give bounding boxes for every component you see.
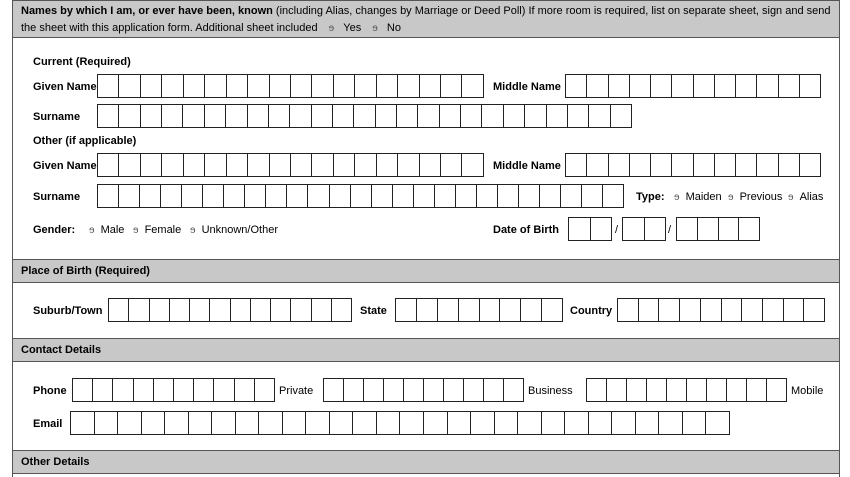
char-box[interactable]: [141, 74, 162, 98]
place-of-birth-heading: Place of Birth (Required): [21, 265, 150, 277]
char-box[interactable]: [227, 153, 248, 177]
male-checkbox-icon[interactable]: ɘ: [89, 224, 95, 236]
other-details-band: [12, 450, 840, 474]
char-box[interactable]: [270, 153, 291, 177]
char-box[interactable]: [398, 153, 419, 177]
other-middle-name-boxes[interactable]: [565, 153, 821, 177]
char-box[interactable]: [162, 74, 183, 98]
char-box[interactable]: [742, 298, 763, 322]
char-box[interactable]: [224, 184, 245, 208]
char-box[interactable]: [461, 104, 482, 128]
char-box[interactable]: [376, 104, 397, 128]
dob-month-boxes[interactable]: [622, 217, 666, 241]
char-box[interactable]: [459, 298, 480, 322]
char-box[interactable]: [477, 184, 498, 208]
char-box[interactable]: [150, 298, 170, 322]
char-box[interactable]: [645, 217, 667, 241]
char-box[interactable]: [162, 153, 183, 177]
char-box[interactable]: [142, 411, 166, 435]
char-box[interactable]: [377, 411, 401, 435]
char-box[interactable]: [393, 184, 414, 208]
char-box[interactable]: [568, 104, 589, 128]
char-box[interactable]: [344, 378, 364, 402]
char-box[interactable]: [140, 184, 161, 208]
maiden-checkbox-icon[interactable]: ɘ: [674, 191, 680, 203]
char-box[interactable]: [312, 104, 333, 128]
char-box[interactable]: [259, 411, 283, 435]
gender-option-male[interactable]: [89, 224, 124, 236]
char-box[interactable]: [659, 298, 680, 322]
char-box[interactable]: [444, 378, 464, 402]
char-box[interactable]: [612, 411, 636, 435]
private-label: Private: [279, 385, 314, 397]
char-box[interactable]: [377, 153, 398, 177]
char-box[interactable]: [212, 411, 236, 435]
current-heading: Current (Required): [33, 56, 131, 68]
char-box[interactable]: [698, 217, 719, 241]
unknown-checkbox-icon[interactable]: ɘ: [190, 224, 196, 236]
gender-option-female[interactable]: [133, 224, 181, 236]
char-box[interactable]: [498, 184, 519, 208]
char-box[interactable]: [694, 74, 715, 98]
char-box[interactable]: [542, 298, 563, 322]
char-box[interactable]: [323, 378, 344, 402]
current-middle-name-label: Middle Name: [493, 81, 561, 93]
char-box[interactable]: [659, 411, 683, 435]
char-box[interactable]: [622, 217, 645, 241]
contact-details-frame: [12, 362, 840, 451]
dob-day-boxes[interactable]: [568, 217, 612, 241]
char-box[interactable]: [184, 153, 205, 177]
char-box[interactable]: [332, 298, 352, 322]
additional-sheet-yes-label: Yes: [343, 22, 362, 34]
char-box[interactable]: [269, 104, 290, 128]
char-box[interactable]: [441, 153, 462, 177]
char-box[interactable]: [582, 184, 603, 208]
char-box[interactable]: [438, 298, 459, 322]
char-box[interactable]: [418, 104, 439, 128]
char-box[interactable]: [617, 298, 639, 322]
char-box[interactable]: [334, 74, 355, 98]
char-box[interactable]: [779, 74, 800, 98]
char-box[interactable]: [722, 298, 743, 322]
char-box[interactable]: [757, 74, 778, 98]
char-box[interactable]: [500, 298, 521, 322]
other-heading: Other (if applicable): [33, 135, 137, 147]
char-box[interactable]: [680, 298, 701, 322]
char-box[interactable]: [271, 298, 291, 322]
char-box[interactable]: [95, 411, 119, 435]
char-box[interactable]: [565, 74, 587, 98]
state-label: State: [360, 305, 387, 317]
char-box[interactable]: [306, 411, 330, 435]
char-box[interactable]: [484, 378, 504, 402]
char-box[interactable]: [351, 184, 372, 208]
type-option-previous[interactable]: [728, 191, 782, 203]
char-box[interactable]: [377, 74, 398, 98]
female-label: Female: [144, 224, 182, 236]
char-box[interactable]: [397, 104, 418, 128]
char-box[interactable]: [609, 74, 630, 98]
char-box[interactable]: [763, 298, 784, 322]
gender-option-unknown[interactable]: [190, 224, 278, 236]
char-box[interactable]: [70, 411, 95, 435]
char-box[interactable]: [248, 153, 269, 177]
char-box[interactable]: [414, 184, 435, 208]
char-box[interactable]: [97, 153, 119, 177]
char-box[interactable]: [784, 298, 805, 322]
alias-checkbox-icon[interactable]: ɘ: [788, 191, 794, 203]
char-box[interactable]: [525, 104, 546, 128]
type-label: Type:: [636, 191, 665, 203]
char-box[interactable]: [400, 411, 424, 435]
char-box[interactable]: [184, 74, 205, 98]
char-box[interactable]: [189, 411, 213, 435]
char-box[interactable]: [589, 104, 610, 128]
char-box[interactable]: [97, 74, 119, 98]
char-box[interactable]: [687, 378, 707, 402]
char-box[interactable]: [727, 378, 747, 402]
char-box[interactable]: [404, 378, 424, 402]
char-box[interactable]: [270, 74, 291, 98]
business-label: Business: [528, 385, 573, 397]
char-box[interactable]: [330, 184, 351, 208]
char-box[interactable]: [639, 298, 660, 322]
char-box[interactable]: [627, 378, 647, 402]
char-box[interactable]: [495, 411, 519, 435]
dob-year-boxes[interactable]: [676, 217, 760, 241]
char-box[interactable]: [565, 153, 587, 177]
names-intro-rest: (including Alias, changes by Marriage or Deed Poll) If more room is required, list on separate sheet, sign and send the sheet with this application form. Additional sheet included: [21, 5, 831, 34]
maiden-label: Maiden: [685, 191, 722, 203]
type-option-alias[interactable]: [788, 191, 823, 203]
char-box[interactable]: [518, 411, 542, 435]
char-box[interactable]: [291, 153, 312, 177]
char-box[interactable]: [800, 74, 821, 98]
char-box[interactable]: [364, 378, 384, 402]
char-box[interactable]: [568, 217, 591, 241]
char-box[interactable]: [214, 378, 234, 402]
other-middle-name-label: Middle Name: [493, 160, 561, 172]
char-box[interactable]: [205, 104, 226, 128]
dob-separator-2: /: [668, 224, 672, 236]
additional-sheet-no-label: No: [386, 22, 401, 34]
char-box[interactable]: [330, 411, 354, 435]
char-box[interactable]: [248, 104, 269, 128]
char-box[interactable]: [170, 298, 190, 322]
char-box[interactable]: [205, 153, 226, 177]
char-box[interactable]: [372, 184, 393, 208]
char-box[interactable]: [251, 298, 271, 322]
char-box[interactable]: [630, 153, 651, 177]
char-box[interactable]: [420, 74, 441, 98]
char-box[interactable]: [231, 298, 251, 322]
female-checkbox-icon[interactable]: ɘ: [133, 224, 139, 236]
char-box[interactable]: [194, 378, 214, 402]
char-box[interactable]: [464, 378, 484, 402]
current-surname-label: Surname: [33, 111, 81, 123]
char-box[interactable]: [424, 378, 444, 402]
other-details-heading: Other Details: [21, 456, 90, 468]
char-box[interactable]: [97, 104, 119, 128]
alias-label: Alias: [799, 191, 824, 203]
char-box[interactable]: [353, 411, 377, 435]
char-box[interactable]: [504, 104, 525, 128]
char-box[interactable]: [441, 74, 462, 98]
other-surname-boxes[interactable]: [97, 184, 624, 208]
char-box[interactable]: [227, 74, 248, 98]
char-box[interactable]: [701, 298, 722, 322]
other-surname-label: Surname: [33, 191, 81, 203]
current-middle-name-boxes[interactable]: [565, 74, 821, 98]
char-box[interactable]: [72, 378, 93, 402]
char-box[interactable]: [565, 411, 589, 435]
char-box[interactable]: [482, 104, 503, 128]
current-given-name-boxes[interactable]: [97, 74, 484, 98]
char-box[interactable]: [312, 74, 333, 98]
char-box[interactable]: [636, 411, 660, 435]
char-box[interactable]: [417, 298, 438, 322]
phone-business-boxes[interactable]: [323, 378, 524, 402]
char-box[interactable]: [141, 153, 162, 177]
char-box[interactable]: [607, 378, 627, 402]
char-box[interactable]: [456, 184, 477, 208]
contact-details-band: [12, 338, 840, 362]
suburb-label: Suburb/Town: [33, 305, 103, 317]
char-box[interactable]: [715, 153, 736, 177]
current-given-name-label: Given Name: [33, 81, 97, 93]
char-box[interactable]: [183, 104, 204, 128]
names-intro-text: [21, 3, 836, 37]
char-box[interactable]: [119, 104, 140, 128]
char-box[interactable]: [715, 74, 736, 98]
char-box[interactable]: [672, 74, 693, 98]
contact-details-heading: Contact Details: [21, 344, 102, 356]
char-box[interactable]: [779, 153, 800, 177]
char-box[interactable]: [736, 153, 757, 177]
names-intro-band: [12, 0, 840, 38]
country-label: Country: [570, 305, 613, 317]
char-box[interactable]: [93, 378, 113, 402]
other-given-name-label: Given Name: [33, 160, 97, 172]
char-box[interactable]: [420, 153, 441, 177]
char-box[interactable]: [291, 298, 311, 322]
char-box[interactable]: [354, 104, 375, 128]
char-box[interactable]: [767, 378, 787, 402]
char-box[interactable]: [757, 153, 778, 177]
char-box[interactable]: [154, 378, 174, 402]
char-box[interactable]: [287, 184, 308, 208]
char-box[interactable]: [694, 153, 715, 177]
char-box[interactable]: [521, 298, 542, 322]
char-box[interactable]: [283, 411, 307, 435]
char-box[interactable]: [561, 184, 582, 208]
char-box[interactable]: [210, 298, 230, 322]
char-box[interactable]: [440, 104, 461, 128]
char-box[interactable]: [165, 411, 189, 435]
char-box[interactable]: [611, 104, 632, 128]
char-box[interactable]: [504, 378, 524, 402]
char-box[interactable]: [603, 184, 624, 208]
country-boxes[interactable]: [617, 298, 825, 322]
char-box[interactable]: [182, 184, 203, 208]
char-box[interactable]: [647, 378, 667, 402]
char-box[interactable]: [384, 378, 404, 402]
char-box[interactable]: [119, 74, 140, 98]
char-box[interactable]: [129, 298, 149, 322]
other-given-name-boxes[interactable]: [97, 153, 484, 177]
char-box[interactable]: [587, 153, 608, 177]
char-box[interactable]: [800, 153, 821, 177]
dob-separator-1: /: [615, 224, 619, 236]
char-box[interactable]: [462, 74, 483, 98]
char-box[interactable]: [651, 153, 672, 177]
char-box[interactable]: [547, 104, 568, 128]
char-box[interactable]: [226, 104, 247, 128]
char-box[interactable]: [651, 74, 672, 98]
email-boxes[interactable]: [70, 411, 730, 435]
char-box[interactable]: [134, 378, 154, 402]
phone-mobile-boxes[interactable]: [586, 378, 787, 402]
char-box[interactable]: [245, 184, 266, 208]
char-box[interactable]: [676, 217, 698, 241]
phone-label: Phone: [33, 385, 67, 397]
char-box[interactable]: [683, 411, 707, 435]
char-box[interactable]: [739, 217, 760, 241]
char-box[interactable]: [291, 74, 312, 98]
char-box[interactable]: [119, 184, 140, 208]
char-box[interactable]: [736, 74, 757, 98]
char-box[interactable]: [719, 217, 740, 241]
phone-private-boxes[interactable]: [72, 378, 275, 402]
char-box[interactable]: [591, 217, 613, 241]
char-box[interactable]: [706, 411, 730, 435]
char-box[interactable]: [205, 74, 226, 98]
char-box[interactable]: [589, 411, 613, 435]
char-box[interactable]: [334, 153, 355, 177]
char-box[interactable]: [462, 153, 483, 177]
char-box[interactable]: [162, 104, 183, 128]
char-box[interactable]: [161, 184, 182, 208]
mobile-label: Mobile: [791, 385, 824, 397]
char-box[interactable]: [540, 184, 561, 208]
char-box[interactable]: [747, 378, 767, 402]
state-boxes[interactable]: [395, 298, 563, 322]
suburb-boxes[interactable]: [108, 298, 352, 322]
char-box[interactable]: [108, 298, 129, 322]
char-box[interactable]: [667, 378, 687, 402]
char-box[interactable]: [587, 74, 608, 98]
char-box[interactable]: [471, 411, 495, 435]
gender-label: Gender:: [33, 224, 76, 236]
char-box[interactable]: [255, 378, 275, 402]
char-box[interactable]: [804, 298, 825, 322]
place-of-birth-band: [12, 259, 840, 283]
char-box[interactable]: [236, 411, 260, 435]
char-box[interactable]: [519, 184, 540, 208]
char-box[interactable]: [435, 184, 456, 208]
char-box[interactable]: [312, 298, 332, 322]
char-box[interactable]: [312, 153, 333, 177]
char-box[interactable]: [398, 74, 419, 98]
char-box[interactable]: [203, 184, 224, 208]
dob-label: Date of Birth: [493, 224, 559, 236]
previous-checkbox-icon[interactable]: ɘ: [728, 191, 734, 203]
previous-label: Previous: [739, 191, 783, 203]
char-box[interactable]: [672, 153, 693, 177]
additional-sheet-no-checkbox[interactable]: ɘ: [372, 23, 378, 34]
char-box[interactable]: [141, 104, 162, 128]
char-box[interactable]: [609, 153, 630, 177]
char-box[interactable]: [424, 411, 448, 435]
unknown-label: Unknown/Other: [201, 224, 278, 236]
char-box[interactable]: [190, 298, 210, 322]
char-box[interactable]: [586, 378, 607, 402]
current-surname-boxes[interactable]: [97, 104, 632, 128]
char-box[interactable]: [119, 153, 140, 177]
char-box[interactable]: [355, 153, 376, 177]
male-label: Male: [100, 224, 125, 236]
char-box[interactable]: [113, 378, 133, 402]
char-box[interactable]: [448, 411, 472, 435]
char-box[interactable]: [630, 74, 651, 98]
email-label: Email: [33, 418, 63, 430]
char-box[interactable]: [707, 378, 727, 402]
char-box[interactable]: [333, 104, 354, 128]
char-box[interactable]: [290, 104, 311, 128]
char-box[interactable]: [174, 378, 194, 402]
type-option-maiden[interactable]: [674, 191, 722, 203]
additional-sheet-yes-checkbox[interactable]: ɘ: [328, 23, 335, 34]
char-box[interactable]: [355, 74, 376, 98]
names-intro-bold: Names by which I am, or ever have been, known: [21, 5, 273, 17]
char-box[interactable]: [266, 184, 287, 208]
char-box[interactable]: [235, 378, 255, 402]
char-box[interactable]: [542, 411, 566, 435]
char-box[interactable]: [97, 184, 119, 208]
char-box[interactable]: [308, 184, 329, 208]
char-box[interactable]: [248, 74, 269, 98]
char-box[interactable]: [480, 298, 501, 322]
char-box[interactable]: [118, 411, 142, 435]
char-box[interactable]: [395, 298, 417, 322]
